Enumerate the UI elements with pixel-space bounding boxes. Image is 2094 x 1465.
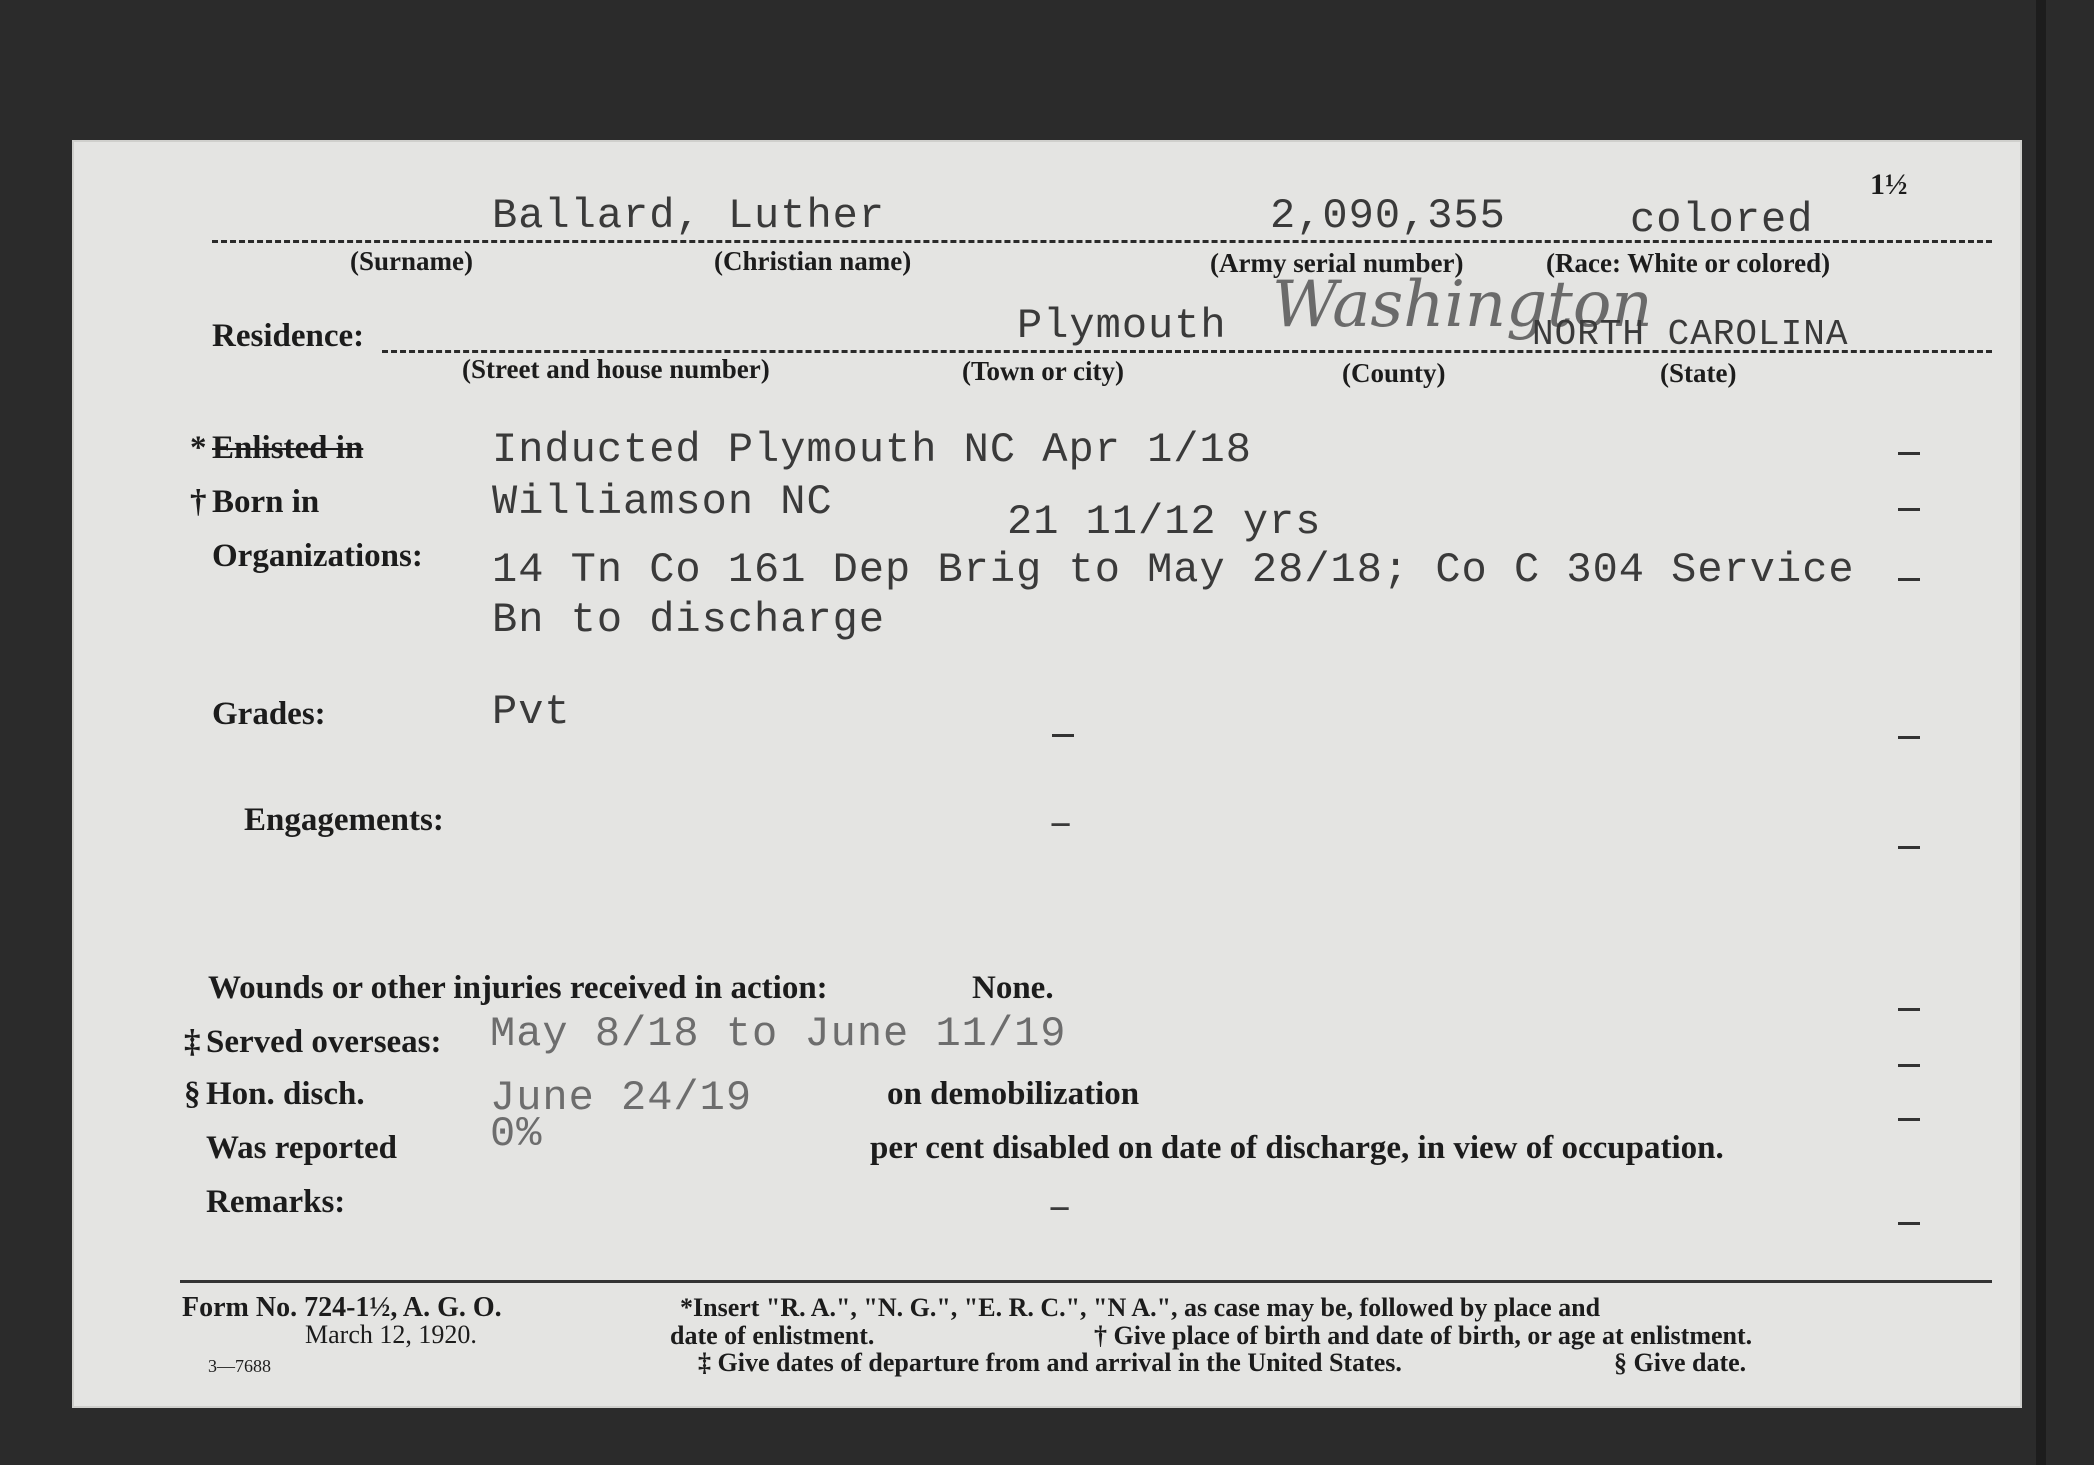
organizations-label: Organizations: [212,538,423,574]
footnote-overseas: ‡ Give dates of departure from and arrival in the United States. [698,1348,1402,1377]
enlisted-value: Inducted Plymouth NC Apr 1/18 [492,426,1252,474]
service-record-card [72,140,2022,1408]
enlisted-label: Enlisted in [212,430,364,466]
wounds-tick [1898,1008,1920,1011]
organizations-line-1: 14 Tn Co 161 Dep Brig to May 28/18; Co C 304 Service [492,546,1855,594]
label-town: (Town or city) [962,356,1124,386]
born-label: Born in [212,484,320,520]
footnote-enlistment: date of enlistment. [670,1321,875,1350]
organizations-line-2: Bn to discharge [492,596,886,644]
engagements-value: – [1048,800,1075,848]
footer-rule [180,1280,1992,1283]
form-code: 3—7688 [208,1356,271,1376]
reported-label: Was reported [206,1130,397,1166]
residence-state: NORTH CAROLINA [1532,314,1849,355]
hon-disch-label: Hon. disch. [206,1076,365,1112]
residence-county: Washington [1272,268,1653,342]
army-serial-number: 2,090,355 [1270,192,1506,240]
label-surname: (Surname) [350,246,473,276]
born-mark: † [190,484,207,520]
footnote-birth: † Give place of birth and date of birth, or age at enlistment. [1094,1321,1753,1350]
label-race: (Race: White or colored) [1546,248,1831,278]
grades-value: Pvt [492,688,571,736]
label-street: (Street and house number) [462,354,770,384]
enlisted-mark: * [190,430,207,466]
footnote-insert: *Insert "R. A.", "N. G.", "E. R. C.", "N A.", as case may be, followed by place and [680,1293,1601,1322]
enlisted-tick [1898,452,1920,455]
reported-value: 0% [490,1110,543,1158]
organizations-tick [1898,578,1920,581]
engagements-label: Engagements: [244,802,444,838]
label-state: (State) [1660,358,1737,388]
born-age: 21 11/12 yrs [1007,498,1322,546]
engagements-tick [1898,846,1920,849]
soldier-name: Ballard, Luther [492,192,886,240]
grades-tick [1898,736,1920,739]
residence-label: Residence: [212,318,365,354]
reported-suffix: per cent disabled on date of discharge, in view of occupation. [870,1130,1724,1166]
form-date: March 12, 1920. [305,1320,477,1349]
overseas-label: Served overseas: [206,1024,442,1060]
residence-rule [382,350,1992,353]
grades-tick-mid [1052,734,1074,737]
header-rule [212,240,1992,243]
overseas-mark: ‡ [184,1024,201,1060]
hon-disch-tick [1898,1118,1920,1121]
born-tick [1898,508,1920,511]
label-christian-name: (Christian name) [714,246,912,276]
footnote-discharge: § Give date. [1614,1348,1747,1377]
overseas-value: May 8/18 to June 11/19 [490,1010,1067,1058]
fraction-mark: 1½ [1870,168,1908,201]
remarks-label: Remarks: [206,1184,346,1220]
hon-disch-mark: § [184,1076,201,1112]
hon-disch-suffix: on demobilization [887,1076,1140,1112]
residence-town: Plymouth [1017,302,1227,350]
remarks-tick [1898,1222,1920,1225]
grades-label: Grades: [212,696,326,732]
hon-disch-value: June 24/19 [490,1074,753,1122]
wounds-value: None. [972,970,1054,1006]
remarks-value: – [1047,1184,1074,1232]
form-number: Form No. 724-1½, A. G. O. [182,1292,502,1323]
label-army-serial: (Army serial number) [1210,248,1464,278]
race-value: colored [1630,196,1814,244]
wounds-label: Wounds or other injuries received in action: [208,970,828,1006]
overseas-tick [1898,1064,1920,1067]
label-county: (County) [1342,358,1446,388]
scanner-edge [2036,0,2046,1465]
born-place: Williamson NC [492,478,833,526]
